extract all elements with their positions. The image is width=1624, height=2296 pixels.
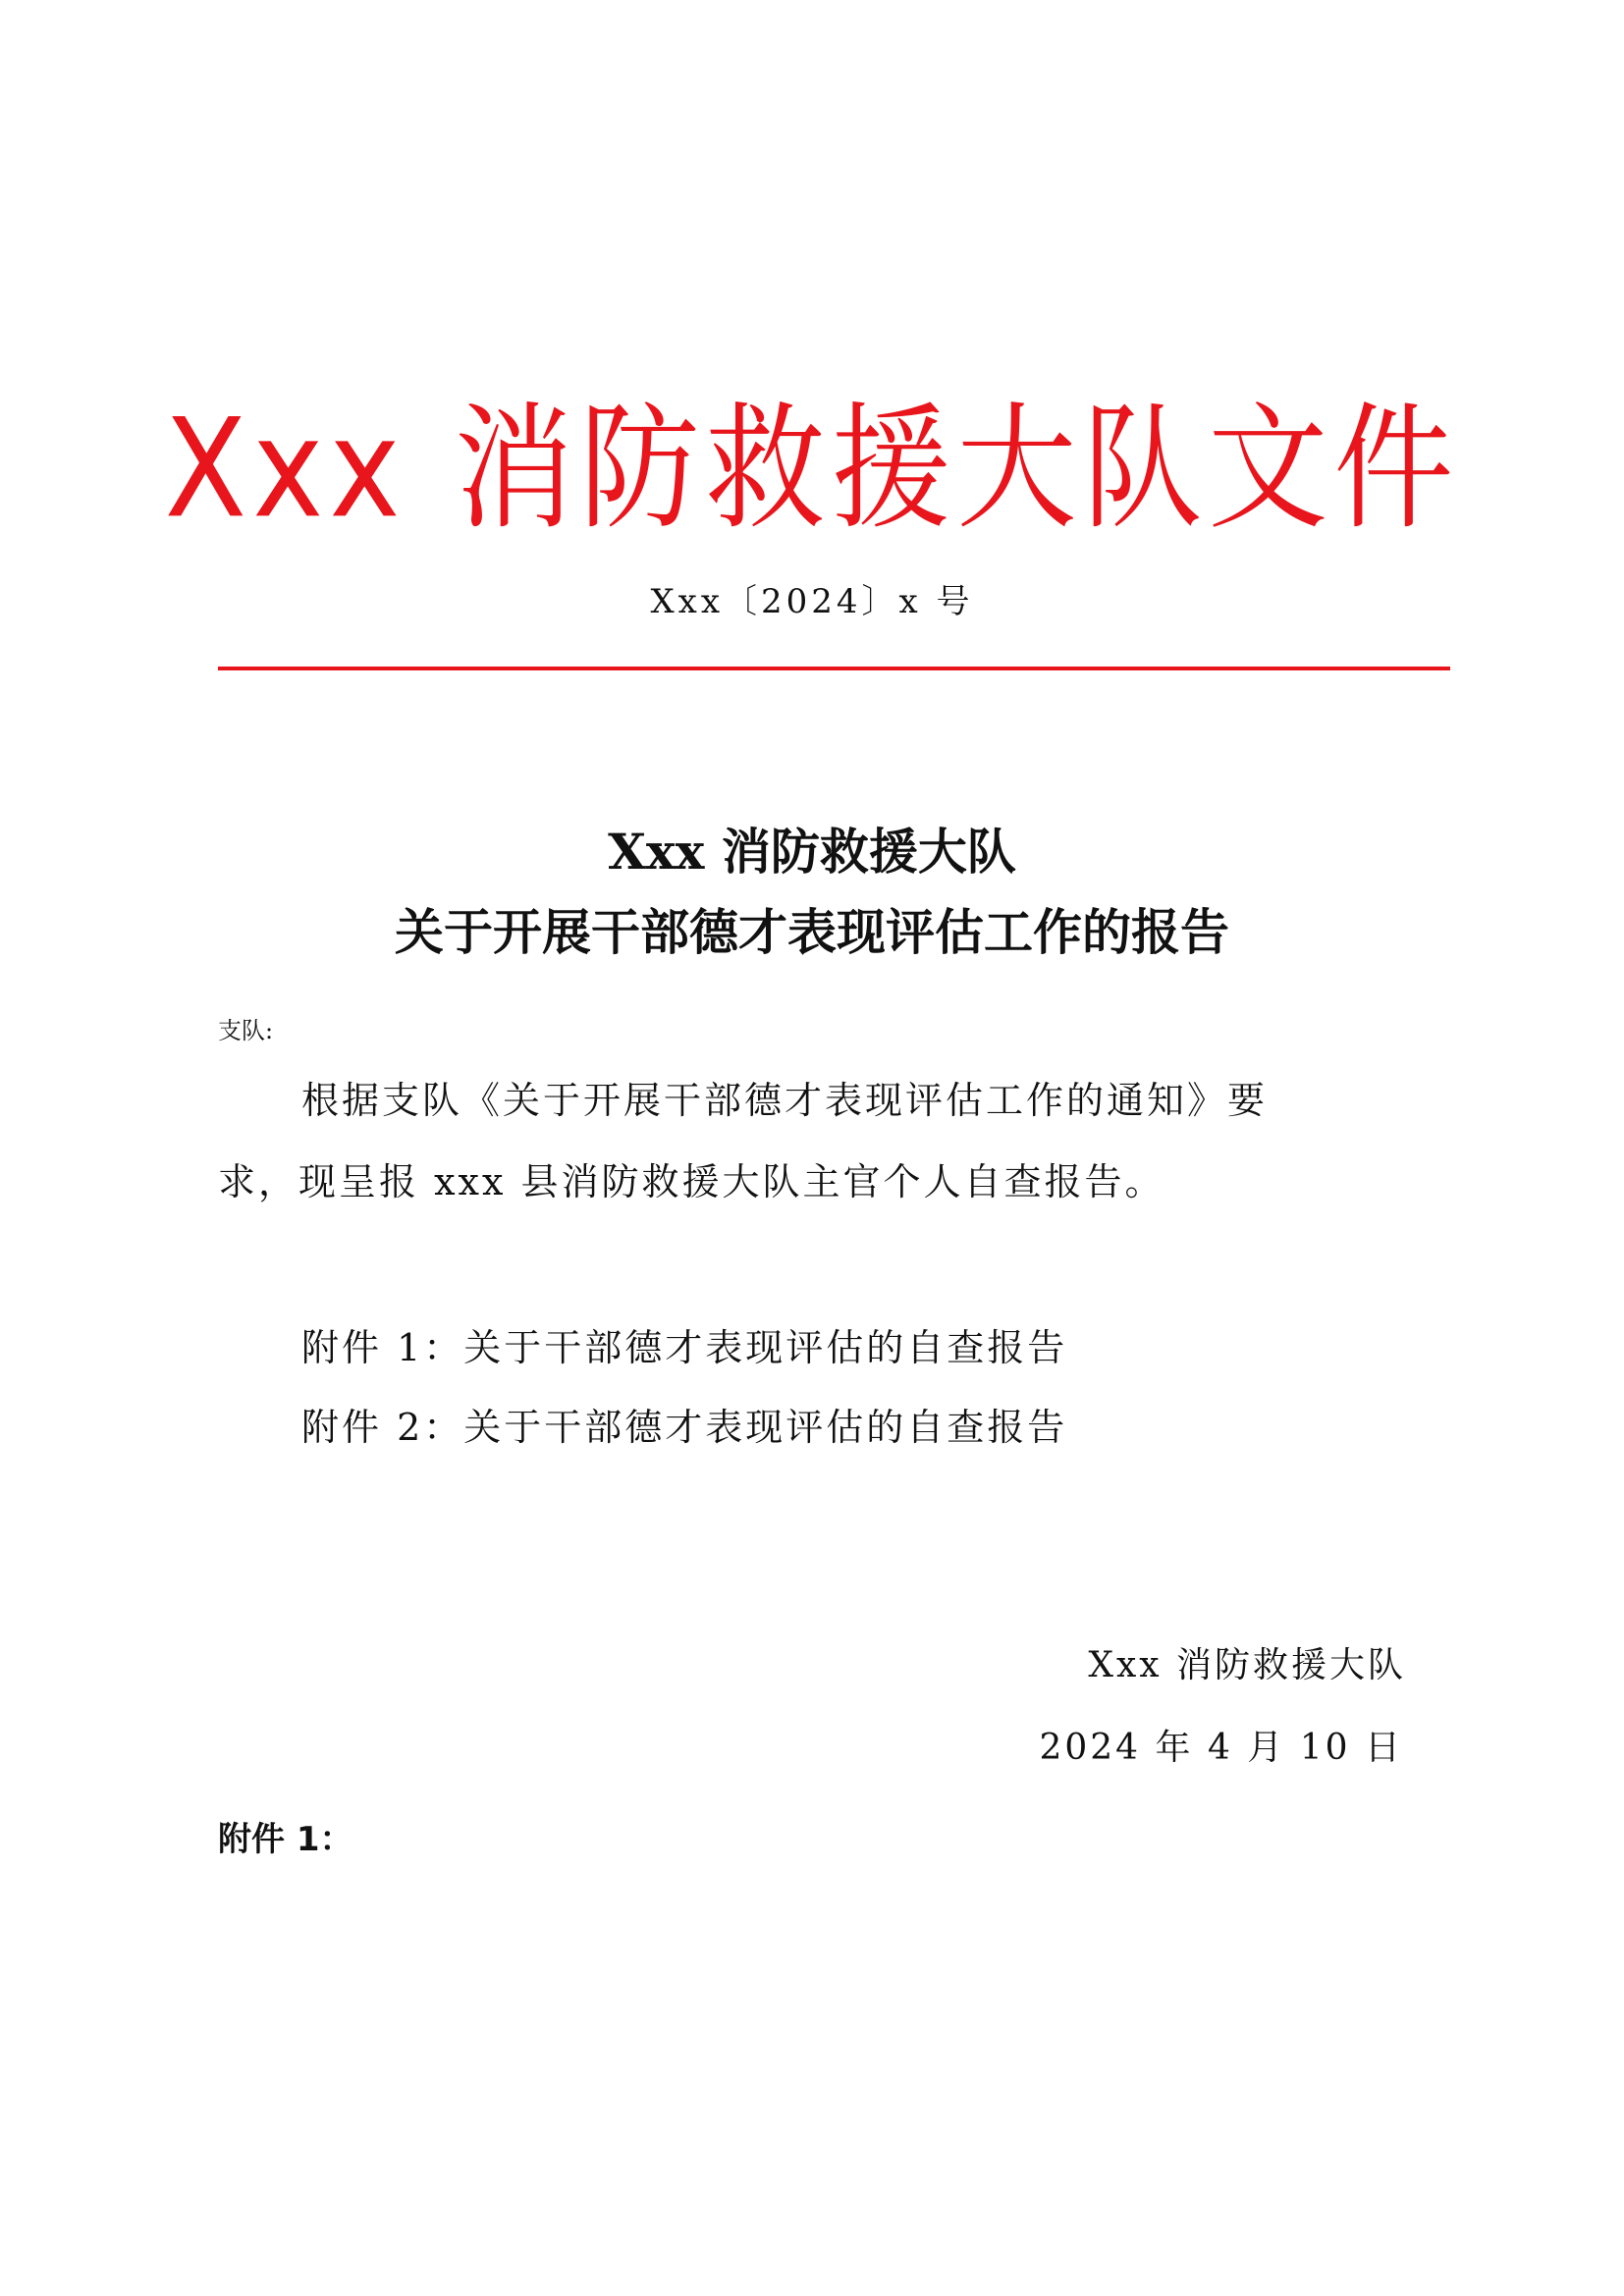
salutation: 支队: (218, 1017, 274, 1044)
red-separator-line (218, 667, 1450, 670)
report-title-line-2: 关于开展干部德才表现评估工作的报告 (395, 903, 1229, 961)
attachment-heading: 附件 1： (218, 1820, 353, 1859)
document-number: Xxx〔2024〕x 号 (650, 582, 974, 621)
body-paragraph-line-2: 求，现呈报 xxx 县消防救援大队主官个人自查报告。 (218, 1160, 1165, 1203)
attachment-item-1: 附件 1：关于干部德才表现评估的自查报告 (301, 1326, 1068, 1369)
signature-organization: Xxx 消防救援大队 (1088, 1645, 1406, 1685)
document-masthead: Xxx 消防救援大队文件 (164, 389, 1460, 548)
body-paragraph-line-1: 根据支队《关于开展干部德才表现评估工作的通知》要 (301, 1079, 1269, 1122)
attachment-item-2: 附件 2：关于干部德才表现评估的自查报告 (301, 1406, 1068, 1449)
signature-date: 2024 年 4 月 10 日 (1039, 1728, 1403, 1768)
report-title-line-1: Xxx 消防救援大队 (608, 823, 1016, 881)
